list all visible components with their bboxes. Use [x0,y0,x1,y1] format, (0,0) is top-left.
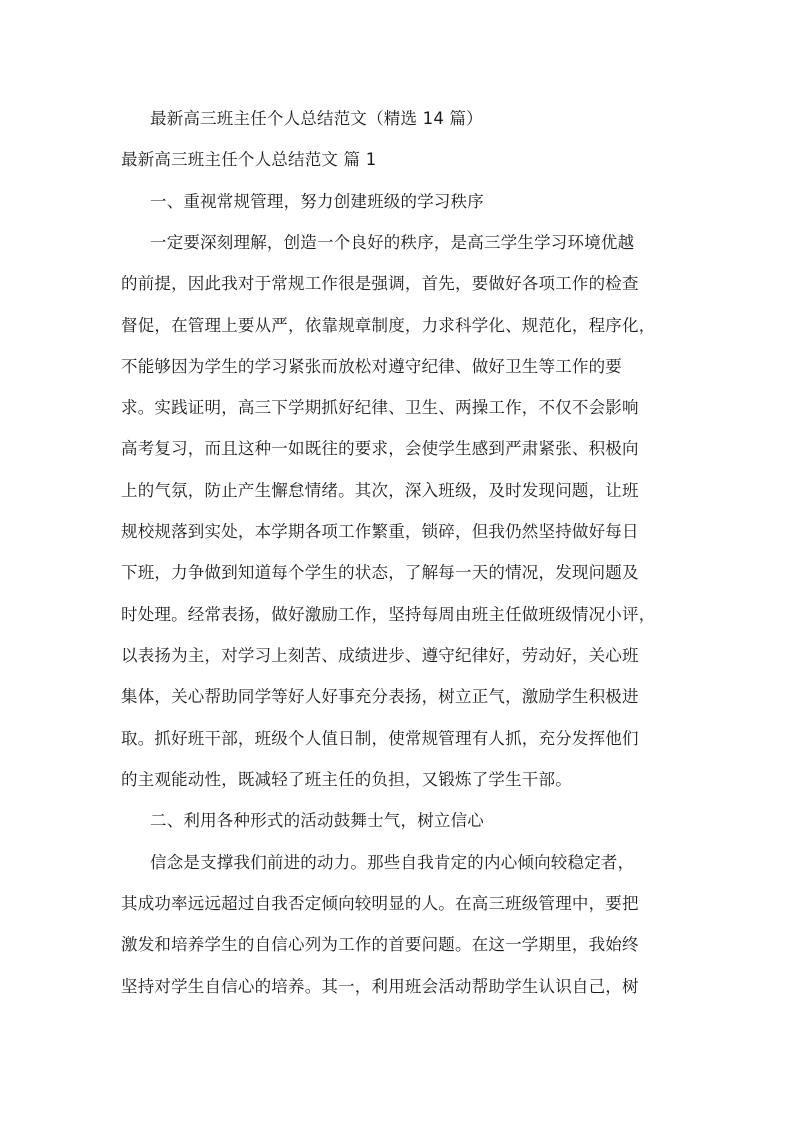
paragraph-2-line: 激发和培养学生的自信心列为工作的首要问题。在这一学期里，我始终 [121,935,639,954]
paragraph-1-line: 集体，关心帮助同学等好人好事充分表扬，树立正气，激励学生积极进 [121,687,639,706]
paragraph-1-line: 规校规落到实处，本学期各项工作繁重，锁碎，但我仍然坚持做好每日 [121,522,639,541]
paragraph-1-line: 一定要深刻理解，创造一个良好的秩序，是高三学生学习环境优越 [150,233,635,252]
document-title: 最新高三班主任个人总结范文（精选 14 篇） [150,109,483,128]
paragraph-2-line: 信念是支撑我们前进的动力。那些自我肯定的内心倾向较稳定者， [150,853,635,872]
document-subtitle: 最新高三班主任个人总结范文 篇 1 [121,150,377,169]
paragraph-1-line: 求。实践证明，高三下学期抓好纪律、卫生、两操工作，不仅不会影响 [121,398,639,417]
paragraph-1-line: 下班，力争做到知道每个学生的状态，了解每一天的情况，发现问题及 [121,563,639,582]
paragraph-1-line: 上的气氛，防止产生懈怠情绪。其次，深入班级，及时发现问题，让班 [121,481,639,500]
paragraph-1-line: 以表扬为主，对学习上刻苦、成绩进步、遵守纪律好，劳动好，关心班 [121,646,639,665]
paragraph-1-line: 取。抓好班干部，班级个人值日制，使常规管理有人抓，充分发挥他们 [121,729,639,748]
paragraph-1-line: 时处理。经常表扬，做好激励工作，坚持每周由班主任做班级情况小评， [121,605,656,624]
paragraph-1-line: 高考复习，而且这种一如既往的要求，会使学生感到严肃紧张、积极向 [121,439,639,458]
paragraph-1-line: 的主观能动性，既减轻了班主任的负担，又锻炼了学生干部。 [121,770,572,789]
paragraph-2-line: 其成功率远远超过自我否定倾向较明显的人。在高三班级管理中，要把 [121,894,639,913]
section-1-heading: 一、重视常规管理，努力创建班级的学习秩序 [150,192,484,211]
paragraph-1-line: 不能够因为学生的学习紧张而放松对遵守纪律、做好卫生等工作的要 [121,357,622,376]
paragraph-1-line: 督促，在管理上要从严，依靠规章制度，力求科学化、规范化，程序化， [121,316,656,335]
section-2-heading: 二、利用各种形式的活动鼓舞士气，树立信心 [150,811,484,830]
paragraph-2-line: 坚持对学生自信心的培养。其一，利用班会活动帮助学生认识自己，树 [121,977,639,996]
paragraph-1-line: 的前提，因此我对于常规工作很是强调，首先，要做好各项工作的检查 [121,274,639,293]
